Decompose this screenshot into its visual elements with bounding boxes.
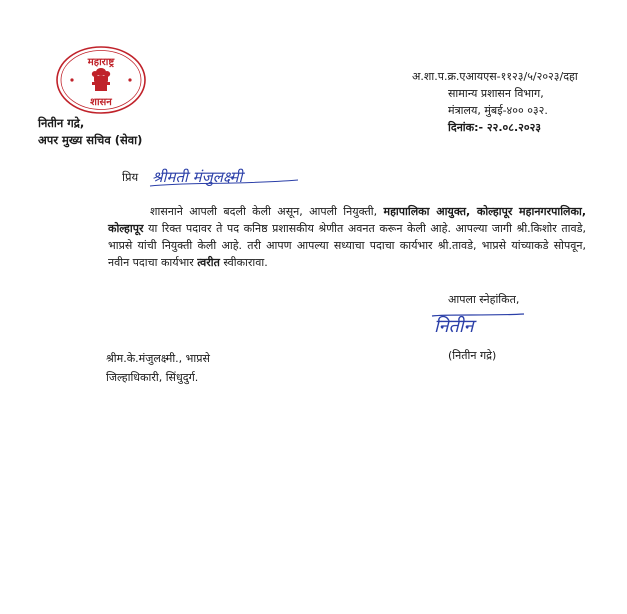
date-line (412, 119, 622, 136)
recipient-block (106, 349, 210, 387)
handwritten-name (148, 162, 308, 194)
body-bold-2: त्वरीत (197, 256, 220, 269)
closing-text: आपला स्नेहांकित, (448, 293, 520, 306)
date-value: २२.०८.२०२३ (486, 121, 542, 134)
reference-number: अ.शा.प.क्र.एआयएस-११२३/५/२०२३/दहा (412, 70, 578, 83)
body-bold-1: महापालिका आयुक्त, कोल्हापूर महानगरपालिका, कोल्हापूर (108, 205, 586, 235)
seal (55, 45, 147, 115)
body-part-3: स्वीकारावा. (223, 256, 268, 269)
body-part-1: शासनाने आपली बदली केली असून, आपली नियुक्ती, (150, 205, 378, 218)
reference-block (412, 68, 622, 136)
recipient-name: श्रीम.के.मंजुलक्ष्मी., भाप्रसे (106, 352, 210, 365)
address: मंत्रालय, मुंबई-४०० ०३२. (448, 104, 548, 117)
seal-bottom-text: शासन (90, 97, 112, 108)
sender-name: नितीन गद्रे, (38, 116, 85, 130)
seal-top-text: महाराष्ट्र (87, 57, 115, 68)
recipient-office: जिल्हाधिकारी, सिंधुदुर्ग. (106, 371, 199, 384)
salutation-word: प्रिय (122, 170, 139, 184)
ashoka-emblem-icon (55, 45, 147, 115)
sender-title: अपर मुख्य सचिव (सेवा) (38, 133, 143, 147)
handwritten-name-text: श्रीमती मंजुलक्ष्मी (152, 168, 243, 186)
department: सामान्य प्रशासन विभाग, (448, 87, 544, 100)
signer-name: (नितीन गद्रे) (448, 349, 497, 362)
signature-scrawl: नितीन (434, 316, 474, 337)
signature (428, 308, 528, 344)
body-part-2: या रिक्त पदावर ते पद कनिष्ठ प्रशासकीय श्रेणीत अवनत करून केली आहे. आपल्या जागी श्री.किशोर तावडे, भाप्रसे यांची नियुक्ती केली आहे. तरी आपण आपल्या सध्याचा पदाचा कार्यभार श्री.तावडे, भाप्रसे यांच्याकडे सोपवून, नवीन पदाचा कार्यभार (108, 222, 586, 269)
letter-body (108, 203, 586, 271)
date-label: दिनांक:- (448, 121, 484, 134)
